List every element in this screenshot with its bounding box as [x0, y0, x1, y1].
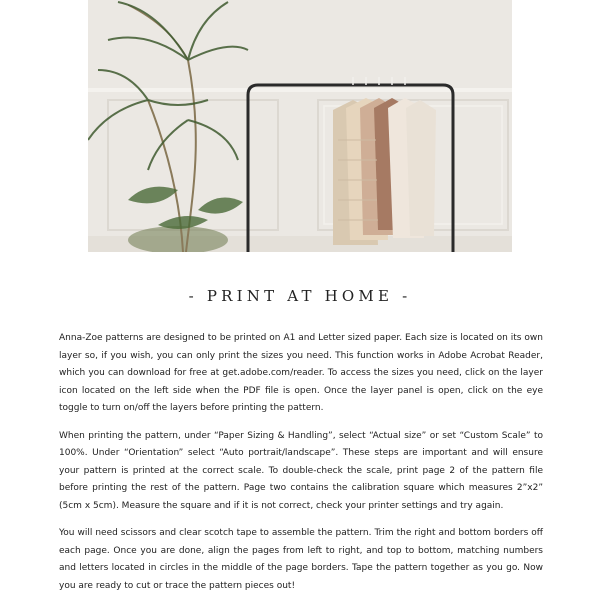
- clothing-rack-photo: [88, 0, 512, 252]
- hero-photo: [88, 0, 512, 252]
- instructions-body: [59, 330, 543, 605]
- paragraph-assembly: You will need scissors and clear scotch tape to assemble the pattern. Trim the right and bottom borders off each page. Once you are done, align the pages from left to right, and top to bottom, matching numbers and letters located in circles in the middle of the page borders. Tape the pattern together as you go. Now you are ready to cut or trace the pattern pieces out!: [59, 528, 543, 591]
- paragraph-layers: Anna-Zoe patterns are designed to be printed on A1 and Letter sized paper. Each size is located on its own layer so, if you wish, you can only print the sizes you need. This function works in Adobe Acrobat Reader, which you can download for free at get.adobe.com/reader. To access the sizes you need, click on the layer icon located on the left side when the PDF file is open. Once the layer panel is open, click on the eye toggle to turn on/off the layers before printing the pattern.: [59, 333, 543, 413]
- page-title: - PRINT AT HOME -: [188, 287, 412, 305]
- paragraph-printing-settings: When printing the pattern, under “Paper Sizing & Handling”, select “Actual size” or set “Custom Scale” to 100%. Under “Orientation” select “Auto portrait/landscape”. These steps are important and will ensure your pattern is printed at the correct scale. To double-check the scale, print page 2 of the pattern file before printing the rest of the pattern. Page two contains the calibration square which measures 2”x2” (5cm x 5cm). Measure the square and if it is not correct, check your printer settings and try again.: [59, 430, 543, 511]
